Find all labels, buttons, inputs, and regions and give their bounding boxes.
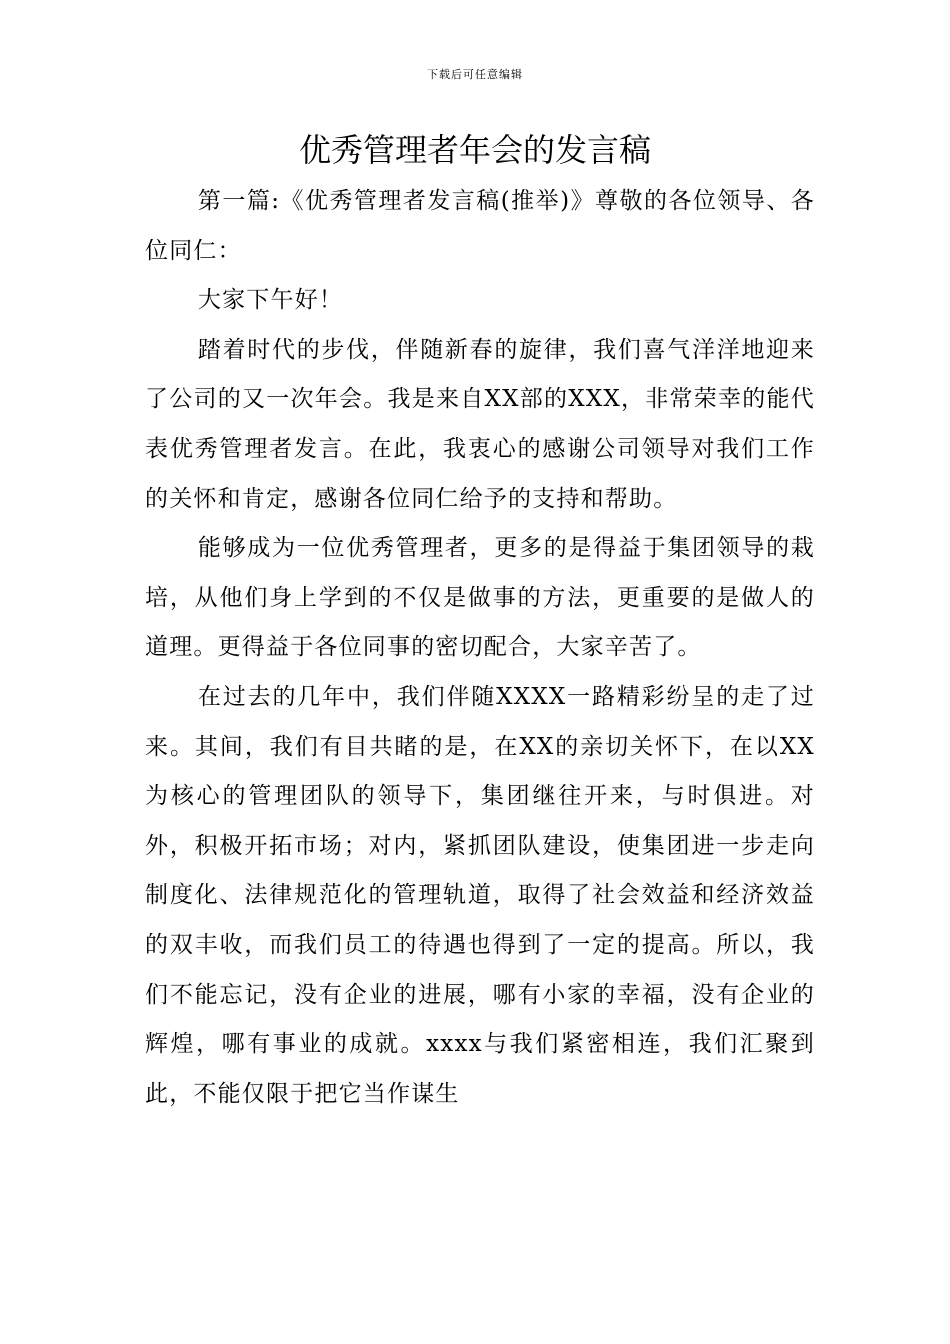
paragraph-opening: 踏着时代的步伐，伴随新春的旋律，我们喜气洋洋地迎来了公司的又一次年会。我是来自XX部的XXX，非常荣幸的能代表优秀管理者发言。在此，我衷心的感谢公司领导对我们工作的关怀和肯定，感谢各位同仁给予的支持和帮助。 xyxy=(145,336,815,512)
paragraph-past-years: 在过去的几年中，我们伴随XXXX一路精彩纷呈的走了过来。其间，我们有目共睹的是，在XX的亲切关怀下，在以XX为核心的管理团队的领导下，集团继往开来，与时俱进。对外，积极开拓市场；对内，紧抓团队建设，使集团进一步走向制度化、法律规范化的管理轨道，取得了社会效益和经济效益的双丰收，而我们员工的待遇也得到了一定的提高。所以，我们不能忘记，没有企业的进展，哪有小家的幸福，没有企业的辉煌，哪有事业的成就。xxxx与我们紧密相连，我们汇聚到此，不能仅限于把它当作谋生 xyxy=(145,683,815,1107)
paragraph-greeting: 大家下午好！ xyxy=(197,287,344,314)
document-title: 优秀管理者年会的发言稿 xyxy=(298,131,651,169)
document-body xyxy=(145,177,815,1119)
paragraph-intro: 第一篇:《优秀管理者发言稿(推举)》尊敬的各位领导、各位同仁： xyxy=(145,188,815,264)
paragraph-gratitude: 能够成为一位优秀管理者，更多的是得益于集团领导的栽培，从他们身上学到的不仅是做事的方法，更重要的是做人的道理。更得益于各位同事的密切配合，大家辛苦了。 xyxy=(145,535,815,661)
download-note: 下载后可任意编辑 xyxy=(427,68,523,81)
